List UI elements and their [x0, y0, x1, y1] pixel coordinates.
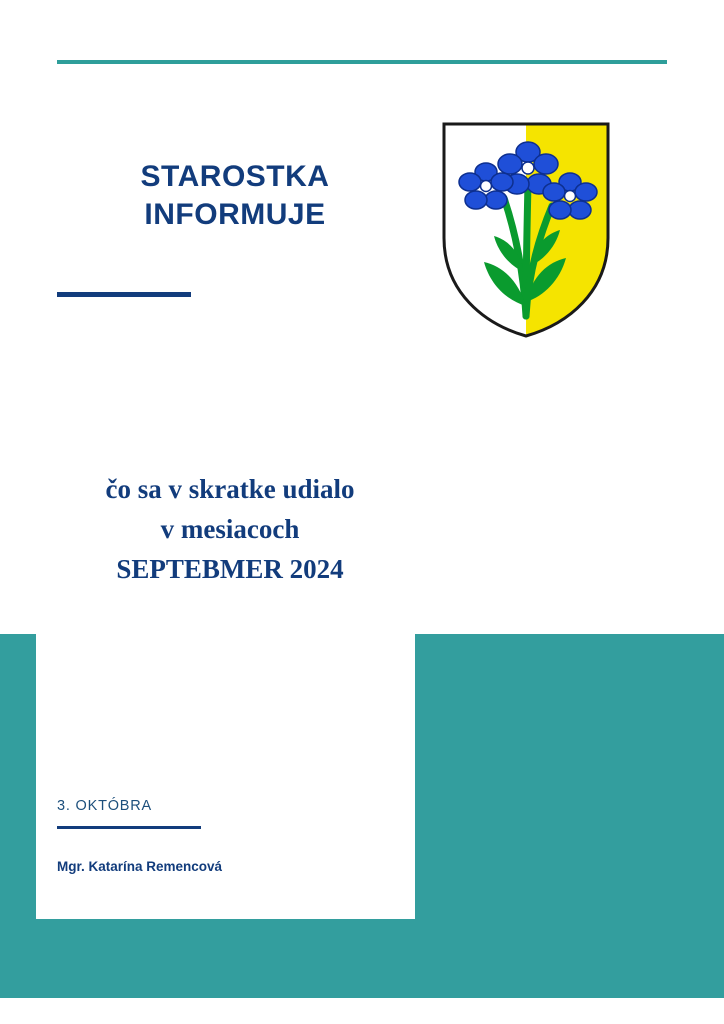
title-underline-rule — [57, 292, 191, 297]
subtitle-line-1: čo sa v skratke udialo — [105, 474, 355, 504]
coat-of-arms-icon — [440, 120, 612, 340]
subtitle-line-3: SEPTEBMER 2024 — [116, 553, 344, 584]
page-title-line-2: INFORMUJE — [144, 198, 326, 232]
top-divider-rule — [57, 60, 667, 64]
document-subtitle — [40, 470, 420, 590]
page-title-line-1: STAROSTKA — [140, 160, 330, 193]
footer-date: 3. OKTÓBRA — [57, 798, 153, 814]
white-footer-panel — [36, 634, 415, 919]
page-title — [60, 158, 410, 235]
subtitle-line-2: v mesiacoch — [160, 513, 300, 544]
footer-divider-rule — [57, 826, 201, 829]
footer-author: Mgr. Katarína Remencová — [57, 859, 223, 874]
